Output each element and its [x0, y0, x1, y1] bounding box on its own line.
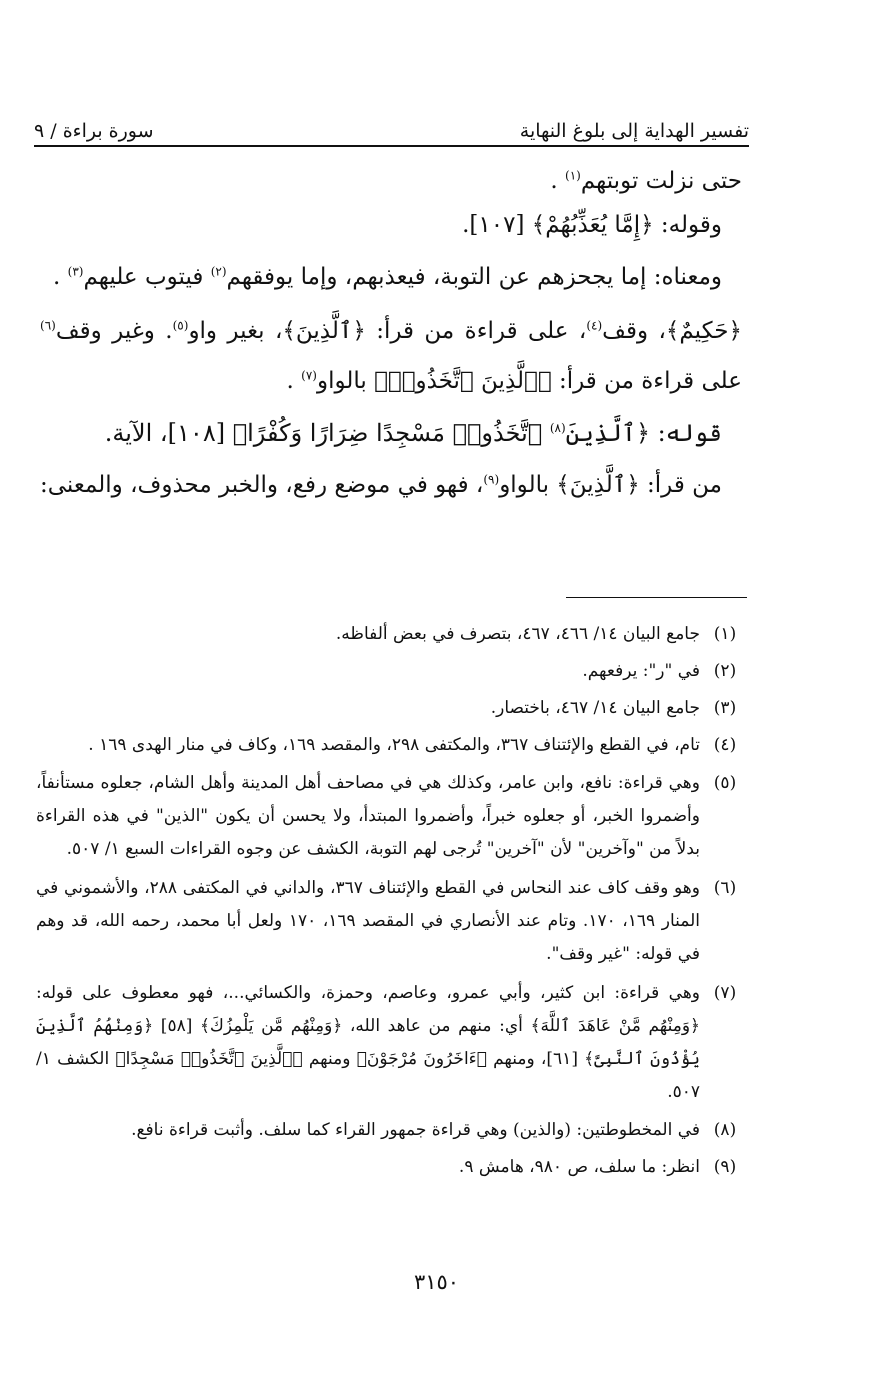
footnote-ref: (٣)	[67, 264, 84, 279]
book-title: تفسير الهداية إلى بلوغ النهاية	[519, 120, 749, 142]
footnote-ref: (٧)	[301, 368, 317, 383]
paragraph-5: على قراءة من قرأ: ﴿ٱلَّذِينَ ٱتَّخَذُوا۟﴾ بالواو$^{(٧)}$ .	[286, 368, 742, 394]
footnote-number: (٢)	[713, 661, 737, 681]
quran-quote: ﴿ٱلَّذِينَ ٱتَّخَذُوا۟﴾	[374, 368, 552, 394]
footnote-text: في "ر": يرفعهم.	[582, 661, 700, 681]
quran-quote: ﴿حَكِيمٌ﴾	[665, 318, 742, 344]
footnote-text: وهو وقف كاف عند النحاس في القطع والإئتناف ٣٦٧، والداني في المكتفى ٢٨٨، والأشموني في المنار ١٦٩، ١٧٠. وتام عند الأنصاري في المقصد ١٦٩، ١٧٠ ولعل أبا محمد، رحمه الله، قد وهم في قوله: "غير وقف".	[36, 878, 701, 964]
footnote-item	[36, 730, 750, 761]
footnote-text: تام، في القطع والإئتناف ٣٦٧، والمكتفى ٢٩٨، والمقصد ١٦٩، وكاف في منار الهدى ١٦٩ .	[88, 735, 700, 755]
running-header	[34, 108, 749, 142]
footnote-ref: (٤)	[586, 318, 603, 333]
footnote-number: (٥)	[713, 773, 737, 793]
footnote-number: (٤)	[713, 735, 737, 755]
quran-quote: ﴿ٱلَّذِينَ﴾	[282, 318, 366, 344]
footnote-text: انظر: ما سلف، ص ٩٨٠، هامش ٩.	[458, 1157, 700, 1177]
footnote-item	[36, 977, 750, 1109]
footnote-item	[36, 1115, 750, 1146]
footnote-number: (٩)	[713, 1157, 737, 1177]
quran-quote: ٱتَّخَذُوا۟ مَسْجِدًا ضِرَارًا وَكُفْرًا﴾	[232, 419, 550, 447]
footnote-item	[36, 872, 750, 971]
paragraph-7: من قرأ: ﴿ٱلَّذِينَ﴾ بالواو$^{(٩)}$، فهو في موضع رفع، والخبر محذوف، والمعنى:	[40, 472, 722, 498]
quran-quote: ﴿إِمَّا يُعَذِّبُهُمْ﴾	[531, 212, 654, 238]
footnote-item	[36, 1152, 750, 1183]
footnote-number: (٦)	[713, 878, 737, 898]
footnote-text: في المخطوطتين: (والذين) وهي قراءة جمهور القراء كما سلف. وأثبت قراءة نافع.	[131, 1120, 700, 1140]
footnote-ref: (٦)	[40, 318, 56, 333]
footnote-number: (٣)	[713, 698, 737, 718]
footnote-text: وهي قراءة: نافع، وابن عامر، وكذلك هي في مصاحف أهل المدينة وأهل الشام، جعلوه مستأنفاً، وأضمروا الخبر، أو جعلوه خبراً، وأضمروا المبتدأ، ولا يحسن أن يكون "الذين" في هذه القراءة بدلاً من "وآخرين" لأن "آخرين" تُرجى لهم التوبة، الكشف عن وجوه القراءات السبع ١/ ٥٠٧.	[36, 773, 700, 859]
paragraph-2: وقوله: ﴿إِمَّا يُعَذِّبُهُمْ﴾ [١٠٧].	[462, 212, 722, 238]
footnote-item	[36, 767, 750, 866]
footnote-separator	[566, 597, 747, 598]
paragraph-4: ﴿حَكِيمٌ﴾، وقف$^{(٤)}$، على قراءة من قرأ: ﴿ٱلَّذِينَ﴾، بغير واو$^{(٥)}$. وغير وقف$^{(٦)}$	[40, 318, 742, 344]
surah-label: سورة براءة / ٩	[34, 120, 154, 142]
footnotes	[36, 619, 750, 1189]
paragraph-6: قوله: ﴿ٱلَّذِينَ$^{(٨)}$ ٱتَّخَذُوا۟ مَسْجِدًا ضِرَارًا وَكُفْرًا﴾ [١٠٨]، الآية.	[104, 419, 722, 447]
footnote-ref: (٥)	[172, 318, 189, 333]
footnote-number: (٧)	[713, 983, 737, 1003]
footnote-item	[36, 693, 750, 724]
quran-quote: ﴿ٱلَّذِينَ﴾	[556, 472, 640, 498]
page-number: ٣١٥٠	[413, 1270, 460, 1294]
footnote-ref: (١)	[565, 168, 581, 183]
footnote-text: وهي قراءة: ابن كثير، وأبي عمرو، وعاصم، وحمزة، والكسائي...، فهو معطوف على قوله: ﴿وَمِنْهُم مَّنْ عَاهَدَ ٱللَّهَ﴾ أي: منهم من عاهد الله، ﴿وَمِنْهُم مَّن يَلْمِزُكَ﴾ [٥٨] ﴿وَمِنْهُمُ ٱلَّذِينَ يُؤْذُونَ ٱلنَّبِىَّ﴾ [٦١]، ومنهم ﴿ءَاخَرُونَ مُرْجَوْنَ﴾ ومنهم ﴿ٱلَّذِينَ ٱتَّخَذُوا۟ مَسْجِدًا﴾ الكشف ١/ ٥٠٧.	[36, 983, 701, 1102]
paragraph-3: ومعناه: إما يجحزهم عن التوبة، فيعذبهم، وإما يوفقهم$^{(٢)}$ فيتوب عليهم$^{(٣)}$ .	[53, 264, 722, 290]
footnote-item	[36, 656, 750, 687]
footnote-text: جامع البيان ١٤/ ٤٦٧، باختصار.	[490, 698, 700, 718]
footnote-item	[36, 619, 750, 650]
main-text	[40, 168, 742, 524]
footnote-number: (١)	[713, 624, 737, 644]
quran-quote: ﴿ٱلَّذِينَ	[565, 419, 651, 447]
footnote-number: (٨)	[713, 1120, 737, 1140]
footnote-text: جامع البيان ١٤/ ٤٦٦، ٤٦٧، بتصرف في بعض ألفاظه.	[335, 624, 700, 644]
paragraph-1: حتى نزلت توبتهم$^{(١)}$ .	[550, 168, 742, 194]
footnote-ref: (٨)	[549, 421, 566, 435]
footnote-ref: (٩)	[483, 472, 500, 487]
footnote-ref: (٢)	[210, 264, 227, 279]
header-rule	[34, 145, 749, 147]
